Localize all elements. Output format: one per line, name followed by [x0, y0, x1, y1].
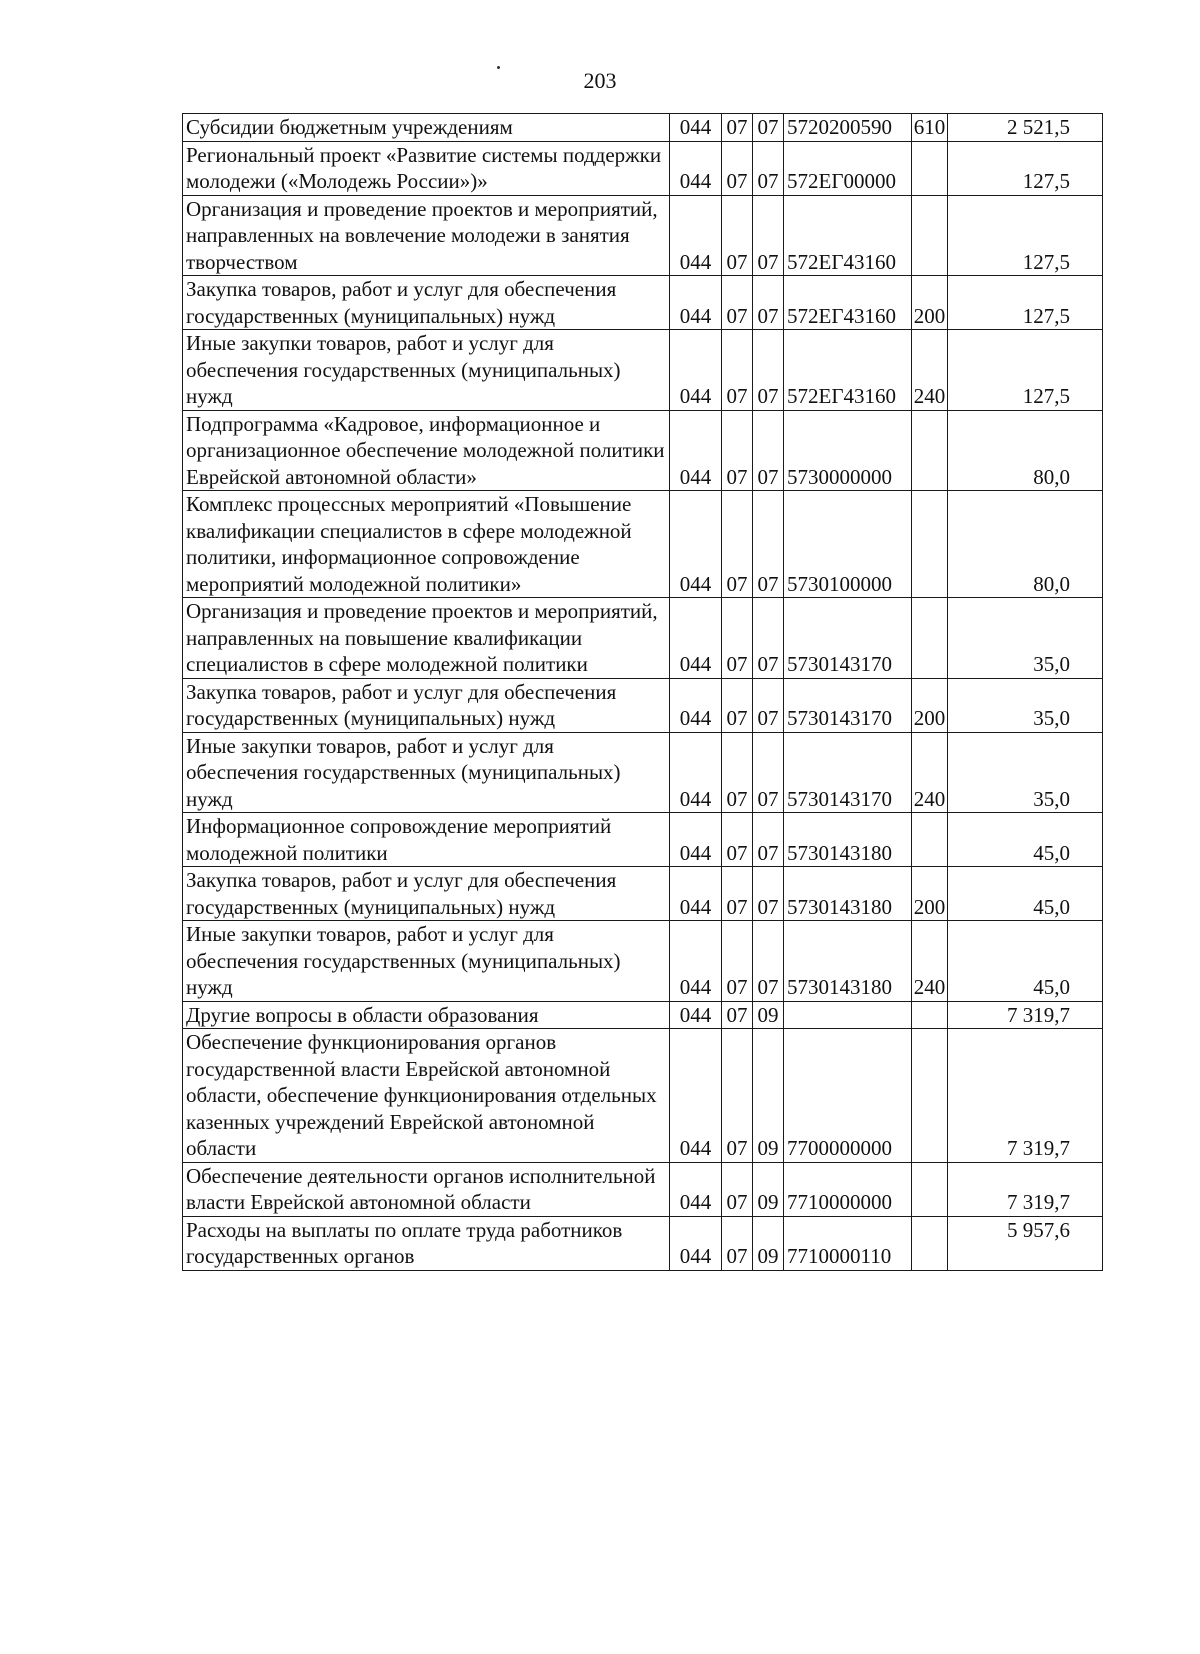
row-sum: 7 319,7 — [948, 1001, 1103, 1029]
row-pr: 07 — [753, 195, 784, 276]
row-rz: 07 — [722, 330, 753, 411]
row-sum: 35,0 — [948, 678, 1103, 732]
row-rz: 07 — [722, 1001, 753, 1029]
row-name: Иные закупки товаров, работ и услуг для обеспечения государственных (муниципальных) нужд — [183, 921, 670, 1002]
row-name: Закупка товаров, работ и услуг для обеспечения государственных (муниципальных) нужд — [183, 678, 670, 732]
row-csr: 5730143170 — [784, 732, 912, 813]
row-name: Закупка товаров, работ и услуг для обеспечения государственных (муниципальных) нужд — [183, 276, 670, 330]
row-name: Комплекс процессных мероприятий «Повышение квалификации специалистов в сфере молодежной политики, информационное сопровождение мероприятий молодежной политики» — [183, 491, 670, 598]
row-vr — [912, 410, 948, 491]
row-rz: 07 — [722, 867, 753, 921]
row-ved: 044 — [670, 141, 722, 195]
row-pr: 07 — [753, 276, 784, 330]
row-ved: 044 — [670, 732, 722, 813]
row-sum: 45,0 — [948, 813, 1103, 867]
row-name: Обеспечение деятельности органов исполнительной власти Еврейской автономной области — [183, 1162, 670, 1216]
row-rz: 07 — [722, 195, 753, 276]
row-ved: 044 — [670, 276, 722, 330]
row-vr — [912, 1216, 948, 1270]
row-vr — [912, 1029, 948, 1163]
row-name: Организация и проведение проектов и мероприятий, направленных на вовлечение молодежи в занятия творчеством — [183, 195, 670, 276]
row-rz: 07 — [722, 921, 753, 1002]
row-csr: 7700000000 — [784, 1029, 912, 1163]
row-pr: 07 — [753, 330, 784, 411]
row-vr: 240 — [912, 921, 948, 1002]
table-row — [183, 276, 1103, 330]
row-name: Другие вопросы в области образования — [183, 1001, 670, 1029]
row-pr: 09 — [753, 1001, 784, 1029]
table-row — [183, 1162, 1103, 1216]
row-ved: 044 — [670, 114, 722, 142]
row-vr — [912, 195, 948, 276]
table-row — [183, 813, 1103, 867]
row-sum: 7 319,7 — [948, 1029, 1103, 1163]
row-csr: 5730100000 — [784, 491, 912, 598]
row-csr: 572ЕГ43160 — [784, 276, 912, 330]
row-pr: 07 — [753, 141, 784, 195]
row-ved: 044 — [670, 1029, 722, 1163]
row-rz: 07 — [722, 813, 753, 867]
row-ved: 044 — [670, 867, 722, 921]
row-vr: 200 — [912, 867, 948, 921]
row-pr: 07 — [753, 813, 784, 867]
row-ved: 044 — [670, 813, 722, 867]
row-name: Иные закупки товаров, работ и услуг для обеспечения государственных (муниципальных) нужд — [183, 330, 670, 411]
row-csr: 5730143170 — [784, 598, 912, 679]
row-rz: 07 — [722, 410, 753, 491]
row-csr: 7710000110 — [784, 1216, 912, 1270]
row-pr: 07 — [753, 410, 784, 491]
row-rz: 07 — [722, 114, 753, 142]
row-sum: 127,5 — [948, 195, 1103, 276]
row-vr — [912, 1162, 948, 1216]
row-sum: 5 957,6 — [948, 1216, 1103, 1270]
table-row — [183, 114, 1103, 142]
row-csr: 5730143180 — [784, 813, 912, 867]
row-sum: 35,0 — [948, 732, 1103, 813]
row-ved: 044 — [670, 330, 722, 411]
row-sum: 80,0 — [948, 410, 1103, 491]
table-row — [183, 330, 1103, 411]
table-row — [183, 1216, 1103, 1270]
row-sum: 127,5 — [948, 330, 1103, 411]
table-row — [183, 732, 1103, 813]
row-csr: 5730143170 — [784, 678, 912, 732]
row-ved: 044 — [670, 195, 722, 276]
row-pr: 09 — [753, 1216, 784, 1270]
row-sum: 45,0 — [948, 867, 1103, 921]
row-name: Подпрограмма «Кадровое, информационное и организационное обеспечение молодежной политики Еврейской автономной области» — [183, 410, 670, 491]
row-rz: 07 — [722, 678, 753, 732]
row-sum: 35,0 — [948, 598, 1103, 679]
row-sum: 127,5 — [948, 141, 1103, 195]
row-name: Расходы на выплаты по оплате труда работников государственных органов — [183, 1216, 670, 1270]
page-number: 203 — [583, 68, 617, 93]
row-csr: 572ЕГ43160 — [784, 195, 912, 276]
row-rz: 07 — [722, 1029, 753, 1163]
row-vr — [912, 141, 948, 195]
row-ved: 044 — [670, 921, 722, 1002]
row-ved: 044 — [670, 1001, 722, 1029]
table-row — [183, 598, 1103, 679]
row-name: Организация и проведение проектов и мероприятий, направленных на повышение квалификации специалистов в сфере молодежной политики — [183, 598, 670, 679]
row-sum: 2 521,5 — [948, 114, 1103, 142]
row-name: Субсидии бюджетным учреждениям — [183, 114, 670, 142]
table-row — [183, 867, 1103, 921]
row-csr: 5730143180 — [784, 921, 912, 1002]
row-rz: 07 — [722, 141, 753, 195]
row-ved: 044 — [670, 410, 722, 491]
row-csr: 5730143180 — [784, 867, 912, 921]
row-sum: 80,0 — [948, 491, 1103, 598]
row-sum: 7 319,7 — [948, 1162, 1103, 1216]
row-name: Обеспечение функционирования органов государственной власти Еврейской автономной области, обеспечение функционирования отдельных казенных учреждений Еврейской автономной области — [183, 1029, 670, 1163]
row-vr — [912, 813, 948, 867]
row-pr: 07 — [753, 921, 784, 1002]
row-rz: 07 — [722, 276, 753, 330]
row-vr: 200 — [912, 678, 948, 732]
row-ved: 044 — [670, 491, 722, 598]
row-name: Информационное сопровождение мероприятий молодежной политики — [183, 813, 670, 867]
row-name: Иные закупки товаров, работ и услуг для обеспечения государственных (муниципальных) нужд — [183, 732, 670, 813]
table-row — [183, 921, 1103, 1002]
row-pr: 07 — [753, 114, 784, 142]
row-pr: 07 — [753, 867, 784, 921]
row-name: Закупка товаров, работ и услуг для обеспечения государственных (муниципальных) нужд — [183, 867, 670, 921]
row-vr: 200 — [912, 276, 948, 330]
row-ved: 044 — [670, 1216, 722, 1270]
table-row — [183, 1029, 1103, 1163]
row-name: Региональный проект «Развитие системы поддержки молодежи («Молодежь России»)» — [183, 141, 670, 195]
table-row — [183, 1001, 1103, 1029]
table-row — [183, 410, 1103, 491]
row-vr — [912, 491, 948, 598]
row-vr — [912, 598, 948, 679]
row-vr — [912, 1001, 948, 1029]
row-pr: 07 — [753, 678, 784, 732]
row-pr: 07 — [753, 491, 784, 598]
row-pr: 07 — [753, 598, 784, 679]
row-vr: 610 — [912, 114, 948, 142]
row-rz: 07 — [722, 1216, 753, 1270]
row-vr: 240 — [912, 330, 948, 411]
row-rz: 07 — [722, 1162, 753, 1216]
row-pr: 07 — [753, 732, 784, 813]
row-rz: 07 — [722, 732, 753, 813]
row-sum: 45,0 — [948, 921, 1103, 1002]
table-row — [183, 141, 1103, 195]
row-csr: 572ЕГ00000 — [784, 141, 912, 195]
table-row — [183, 678, 1103, 732]
row-rz: 07 — [722, 598, 753, 679]
row-ved: 044 — [670, 678, 722, 732]
table-row — [183, 491, 1103, 598]
row-ved: 044 — [670, 598, 722, 679]
budget-table — [182, 113, 1103, 1271]
row-csr: 5730000000 — [784, 410, 912, 491]
row-sum: 127,5 — [948, 276, 1103, 330]
table-row — [183, 195, 1103, 276]
row-pr: 09 — [753, 1162, 784, 1216]
row-csr — [784, 1001, 912, 1029]
row-vr: 240 — [912, 732, 948, 813]
row-pr: 09 — [753, 1029, 784, 1163]
row-rz: 07 — [722, 491, 753, 598]
row-ved: 044 — [670, 1162, 722, 1216]
row-csr: 7710000000 — [784, 1162, 912, 1216]
row-csr: 572ЕГ43160 — [784, 330, 912, 411]
row-csr: 5720200590 — [784, 114, 912, 142]
